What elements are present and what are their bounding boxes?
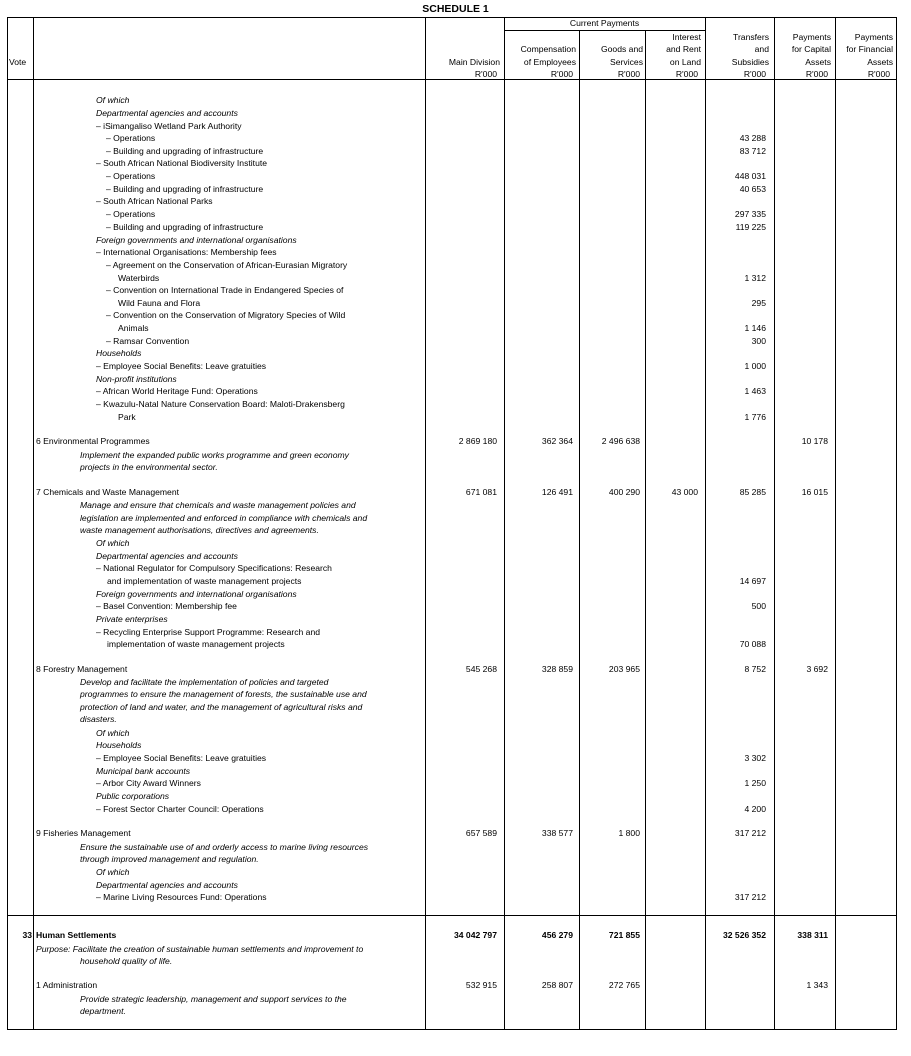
row-text: Park [118,412,136,422]
row-text: Departmental agencies and accounts [96,880,238,890]
value-transfers: 448 031 [734,171,766,181]
value-transfers: 317 212 [734,828,766,838]
row-text: – Convention on International Trade in Endangered Species of [106,285,344,295]
value-goods: 203 965 [608,664,640,674]
row-text: Purpose: Facilitate the creation of sustainable human settlements and improvement to [36,944,364,954]
value-transfers: 300 [751,336,766,346]
value-capital: 338 311 [797,930,828,940]
col-header-financial: Payments [854,31,893,42]
col-header-financial: for Financial [846,44,893,54]
value-main: 34 042 797 [453,930,497,940]
col-unit-interest: R'000 [675,69,698,79]
header-bottom-rule [7,79,897,80]
row-text: Provide strategic leadership, management and support services to the [80,994,347,1004]
value-transfers: 3 302 [744,753,766,763]
row-text: department. [80,1006,126,1016]
row-text: Non-profit institutions [96,374,177,384]
value-transfers: 317 212 [734,892,766,902]
value-transfers: 1 146 [744,323,766,333]
value-transfers: 1 250 [744,778,766,788]
value-transfers: 70 088 [739,639,766,649]
row-text: – Operations [106,171,156,181]
row-text: Of which [96,538,130,548]
row-text: – South African National Parks [96,196,213,206]
value-comp: 258 807 [541,980,573,990]
programme-title: 8 Forestry Management [36,664,128,674]
value-transfers: 43 288 [739,133,766,143]
col-unit-financial: R'000 [867,69,890,79]
row-text: – International Organisations: Membership fees [96,247,277,257]
row-text: – Kwazulu-Natal Nature Conservation Board: Maloti-Drakensberg [96,399,345,409]
row-text: Waterbirds [118,273,160,283]
col-unit-capital: R'000 [805,69,828,79]
row-text: Departmental agencies and accounts [96,108,238,118]
row-text: Households [96,348,142,358]
col-header-transfers: and [754,44,769,54]
value-goods: 2 496 638 [601,436,640,446]
row-text: Implement the expanded public works programme and green economy [80,450,349,460]
value-transfers: 32 526 352 [722,930,766,940]
row-text: and implementation of waste management projects [107,576,302,586]
programme-title: Human Settlements [36,930,117,940]
row-text: Manage and ensure that chemicals and waste management policies and [80,500,356,510]
value-goods: 272 765 [608,980,640,990]
row-text: – iSimangaliso Wetland Park Authority [96,121,242,131]
value-transfers: 8 752 [744,664,766,674]
value-goods: 400 290 [608,487,640,497]
row-text: Of which [96,867,130,877]
value-transfers: 119 225 [735,222,766,232]
value-transfers: 83 712 [739,146,766,156]
col-border-goods [579,31,580,1030]
value-comp: 126 491 [541,487,573,497]
row-text: – Agreement on the Conservation of African-Eurasian Migratory [106,260,348,270]
row-text: – Building and upgrading of infrastructure [106,222,264,232]
col-header-main: Main Division [448,56,500,67]
row-text: Municipal bank accounts [96,766,191,776]
col-header-transfers: Transfers [733,31,769,42]
row-text: legislation are implemented and enforced in compliance with chemicals and [80,513,368,523]
section-divider [7,915,897,916]
row-text: programmes to ensure the management of forests, the sustainable use and [80,689,367,699]
col-header-comp: Compensation [520,44,576,54]
programme-title: 6 Environmental Programmes [36,436,150,446]
value-goods: 1 800 [618,828,640,838]
col-border-interest [645,31,646,1030]
row-text: – Arbor City Award Winners [96,778,201,788]
row-text: – National Regulator for Compulsory Specifications: Research [96,563,332,573]
value-transfers: 14 697 [739,576,766,586]
col-header-interest: on Land [669,56,701,67]
col-border-transfers [705,17,706,1030]
value-transfers: 295 [751,298,766,308]
value-transfers: 85 285 [739,487,766,497]
col-border-right [896,17,897,1030]
row-text: – Convention on the Conservation of Migratory Species of Wild [106,310,346,320]
value-capital: 3 692 [806,664,828,674]
col-header-capital: for Capital [791,44,831,54]
row-text: – South African National Biodiversity Institute [96,158,268,168]
row-text: disasters. [80,714,117,724]
col-border-left [7,17,8,1030]
row-text: Public corporations [96,791,170,801]
value-transfers: 40 653 [739,184,766,194]
col-header-transfers: Subsidies [731,56,769,67]
row-text: – Forest Sector Charter Council: Operations [96,804,264,814]
value-capital: 10 178 [801,436,828,446]
value-transfers: 4 200 [744,804,766,814]
value-main: 657 589 [465,828,497,838]
value-comp: 328 859 [541,664,573,674]
row-text: through improved management and regulation. [80,854,259,864]
row-text: Of which [96,95,130,105]
value-capital: 16 015 [801,487,828,497]
row-text: Households [96,740,142,750]
value-goods: 721 855 [608,930,640,940]
col-header-interest: Interest [672,31,701,42]
row-text: – Basel Convention: Membership fee [96,601,237,611]
col-header-financial: Assets [867,56,893,67]
current-payments-header: Current Payments [569,18,640,28]
row-text: Ensure the sustainable use of and orderly access to marine living resources [80,842,369,852]
row-text: Foreign governments and international organisations [96,235,297,245]
row-text: Foreign governments and international organisations [96,589,297,599]
row-text: Animals [118,323,149,333]
col-border-vote [33,17,34,1030]
row-text: – Building and upgrading of infrastructure [106,184,264,194]
row-text: Of which [96,728,130,738]
table-top-border [7,17,897,18]
row-text: Develop and facilitate the implementation of policies and targeted [80,677,329,687]
col-border-main [425,17,426,1030]
col-unit-comp: R'000 [550,69,573,79]
row-text: – Ramsar Convention [106,336,190,346]
row-text: protection of land and water, and the management of agricultural risks and [80,702,363,712]
col-header-comp: of Employees [523,56,576,67]
row-text: Departmental agencies and accounts [96,551,238,561]
value-transfers: 1 463 [744,386,766,396]
col-border-financial [835,17,836,1030]
value-transfers: 1 312 [744,273,766,283]
table-bottom-border [7,1029,897,1030]
value-main: 2 869 180 [458,436,497,446]
row-text: – African World Heritage Fund: Operations [96,386,258,396]
value-main: 532 915 [465,980,497,990]
row-text: implementation of waste management projects [107,639,285,649]
row-text: – Recycling Enterprise Support Programme: Research and [96,627,321,637]
vote-header: Vote [9,57,27,67]
col-header-interest: and Rent [666,44,701,54]
value-capital: 1 343 [806,980,828,990]
row-text: – Employee Social Benefits: Leave gratuities [96,753,267,763]
row-text: waste management authorisations, directives and agreements. [80,525,319,535]
value-comp: 338 577 [541,828,573,838]
row-text: – Operations [106,209,156,219]
col-unit-transfers: R'000 [743,69,766,79]
row-text: Wild Fauna and Flora [118,298,201,308]
col-header-goods: Goods and [600,44,643,54]
value-main: 671 081 [465,487,497,497]
value-transfers: 1 000 [744,361,766,371]
row-text: – Building and upgrading of infrastructure [106,146,264,156]
value-comp: 456 279 [541,930,573,940]
row-text: – Operations [106,133,156,143]
col-border-comp [504,17,505,1030]
vote-number: 33 [22,930,32,940]
value-main: 545 268 [465,664,497,674]
programme-title: 7 Chemicals and Waste Management [36,487,179,497]
col-header-capital: Assets [805,56,831,67]
value-interest: 43 000 [671,487,698,497]
value-transfers: 500 [751,601,766,611]
col-unit-goods: R'000 [617,69,640,79]
programme-title: 1 Administration [36,980,98,990]
row-text: – Employee Social Benefits: Leave gratuities [96,361,267,371]
schedule-title: SCHEDULE 1 [422,3,489,15]
value-transfers: 297 335 [734,209,766,219]
col-header-capital: Payments [792,31,831,42]
programme-title: 9 Fisheries Management [36,828,131,838]
row-text: – Marine Living Resources Fund: Operations [96,892,267,902]
col-unit-main: R'000 [474,69,497,79]
value-comp: 362 364 [541,436,573,446]
col-border-capital [774,17,775,1030]
row-text: household quality of life. [80,956,173,966]
value-transfers: 1 776 [744,412,766,422]
row-text: Private enterprises [96,614,168,624]
row-text: projects in the environmental sector. [80,462,218,472]
col-header-goods: Services [610,56,643,67]
